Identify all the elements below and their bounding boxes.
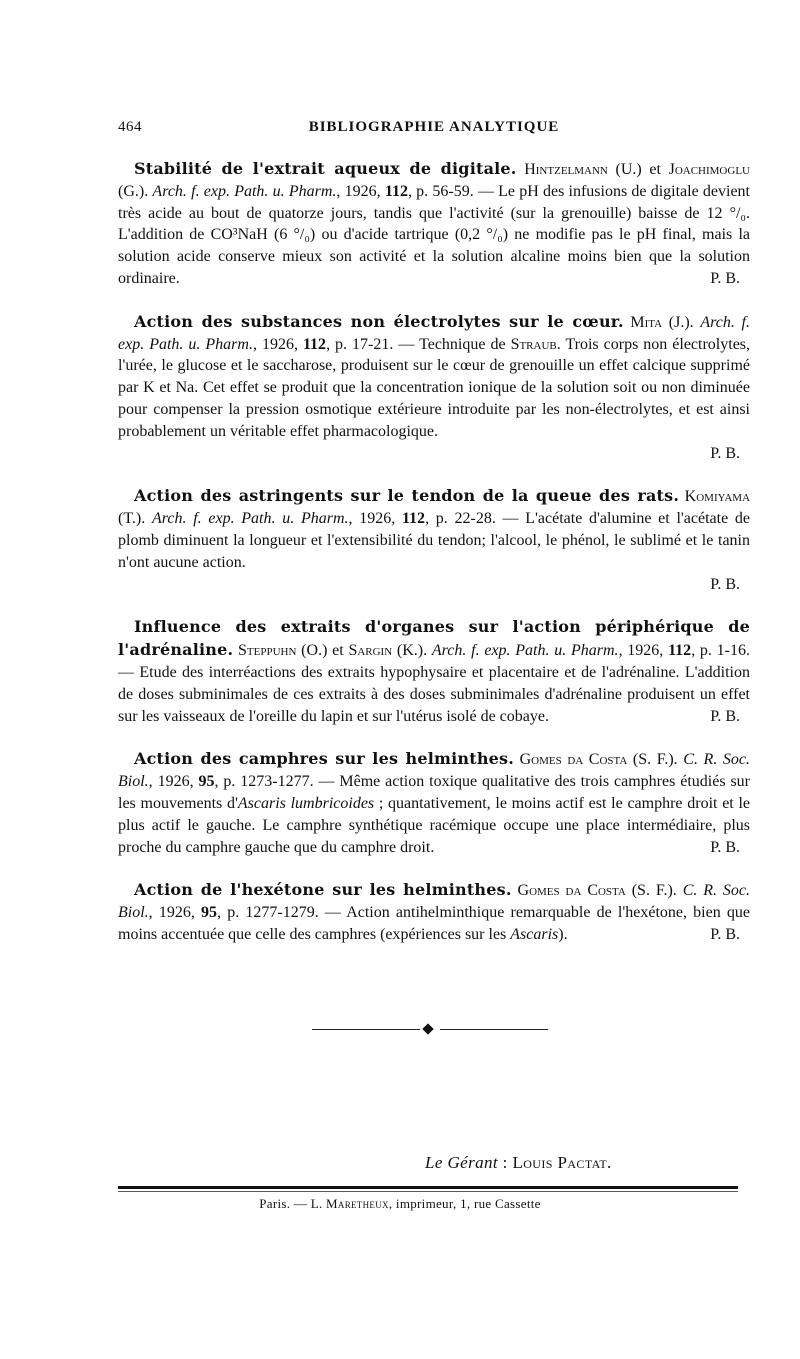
journal: Arch. f. exp. Path. u. Pharm. <box>152 182 337 200</box>
signature: P. B. <box>710 707 740 725</box>
bibliography-entry: Action des camphres sur les helminthes. Gomes da Costa (S. F.). C. R. Soc. Biol., 1926, 95, p. 1273-1277. — Même action toxique qualitative des trois camphres étudiés sur les mouvements d'Ascaris lumbricoides ; quantativement, le moins actif est le camphre droit et le plus actif le gauche. Le camphre synthétique racémique occupe une place intermédiaire, plus proche du camphre gauche que du camphre droit. P. B. <box>118 748 750 858</box>
author: Komiyama <box>684 488 751 506</box>
journal: C. R. Soc. Biol. <box>118 882 751 922</box>
author: Steppuhn <box>238 642 297 660</box>
ornament-line-left <box>312 1029 420 1030</box>
entry-title: Action des astringents sur le tendon de la queue des rats. <box>134 486 680 506</box>
species-name: Ascaris <box>510 925 559 943</box>
bibliography-entry: Stabilité de l'extrait aqueux de digitale. Hintzelmann (U.) et Joachimoglu (G.). Arch. f. exp. Path. u. Pharm., 1926, 112, p. 56-59. — Le pH des infusions de digitale devient très acide au bout de quatorze jours, tandis que l'activité (sur la grenouille) baisse de 12 °/₀. L'addition de CO³NaH (6 °/₀) ou d'acide tartrique (0,2 °/₀) ne modifie pas le pH final, mais la solution acide conserve mieux son activité et la solution alcaline moins bien que la solution ordinaire. P. B. <box>118 158 750 290</box>
author: Gomes da Costa <box>519 751 628 769</box>
journal: Arch. f. exp. Path. u. Pharm. <box>431 642 619 660</box>
section-ornament <box>312 1025 548 1035</box>
author: Mita <box>630 313 663 331</box>
signature: P. B. <box>710 925 740 943</box>
abstract-text: — Le pH des infusions de digitale devient très acide au bout de quatorze jours, tandis que l'activité (sur la grenouille) baisse de 12 °/₀. L'addition de CO³NaH (6 °/₀) ou d'acide tartrique (0,2 °/₀) ne modifie pas le pH final, mais la solution acide conserve mieux son activité et la solution alcaline moins bien que la solution ordinaire. <box>118 182 750 287</box>
volume: 95 <box>198 773 215 791</box>
volume: 112 <box>302 335 327 353</box>
running-title: BIBLIOGRAPHIE ANALYTIQUE <box>308 119 560 135</box>
author: Joachimoglu <box>668 161 750 178</box>
signature: P. B. <box>710 838 740 856</box>
page-number: 464 <box>118 119 142 135</box>
running-header <box>118 119 750 141</box>
entry-title: Action des substances non électrolytes sur le cœur. <box>134 311 624 331</box>
signature: P. B. <box>710 269 740 287</box>
bibliography-entry: Action de l'hexétone sur les helminthes. Gomes da Costa (S. F.). C. R. Soc. Biol., 1926, 95, p. 1277-1279. — Action antihelminthique remarquable de l'hexétone, bien que moins accentuée que celle des camphres (expériences sur les Ascaris). P. B. <box>118 879 750 945</box>
footer-rule <box>118 1186 738 1189</box>
entry-title: Action des camphres sur les helminthes. <box>134 749 515 769</box>
ornament-line-right <box>440 1029 548 1030</box>
signature: P. B. <box>710 575 740 593</box>
entry-title: Stabilité de l'extrait aqueux de digitale. <box>134 159 517 178</box>
author: Gomes da Costa <box>517 882 626 900</box>
entry-title: Influence des extraits d'organes sur l'action périphérique de l'adrénaline. <box>118 617 750 660</box>
author: Sargin <box>348 642 393 660</box>
bibliography-entry: Influence des extraits d'organes sur l'action périphérique de l'adrénaline. Steppuhn (O.) et Sargin (K.). Arch. f. exp. Path. u. Pharm., 1926, 112, p. 1-16. — Etude des interréactions des extraits hypophysaire et placentaire et de l'adrénaline. L'addition de doses subminimales de ces extraits à des doses subminimales d'adrénaline produisent un effet sur les vaisseaux de l'oreille du lapin et sur l'utérus isolé de cobaye. P. B. <box>118 616 750 727</box>
abstract-text: . Trois corps non électrolytes, l'urée, le glucose et le saccharose, produisent sur le cœur de grenouille un effet calcique supprimé par K et Na. Cet effet se produit que la concentration ionique de la solution soit ou non diminuée pour compenser la pression osmotique extérieure introduite par les non-électrolytes, et est ainsi probablement un véritable effet pharmacologique. <box>118 335 751 440</box>
gerant-name: Louis Pactat. <box>512 1153 612 1172</box>
volume: 112 <box>384 182 408 200</box>
diamond-icon <box>422 1023 433 1034</box>
abstract-text: ; quantativement, le moins actif est le camphre droit et le plus actif le gauche. Le camphre synthétique racémique occupe une place intermédiaire, plus proche du camphre gauche que du camphre droit. <box>118 794 751 856</box>
entry-title: Action de l'hexétone sur les helminthes. <box>134 880 512 900</box>
author: Straub <box>510 335 557 353</box>
journal: C. R. Soc. Biol. <box>118 751 751 791</box>
printer-imprint: Paris. — L. Maretheux, imprimeur, 1, rue Cassette <box>259 1196 541 1211</box>
journal: Arch. f. exp. Path. u. Pharm. <box>118 313 751 353</box>
main-content <box>118 158 750 967</box>
bibliography-entry: Action des substances non électrolytes sur le cœur. Mita (J.). Arch. f. exp. Path. u. Pharm., 1926, 112, p. 17-21. — Technique de Straub. Trois corps non électrolytes, l'urée, le glucose et le saccharose, produisent sur le cœur de grenouille un effet calcique supprimé par K et Na. Cet effet se produit que la concentration ionique de la solution soit ou non diminuée pour compenser la pression osmotique extérieure introduite par les non-électrolytes, et est ainsi probablement un véritable effet pharmacologique. P. B. <box>118 311 750 465</box>
volume: 95 <box>201 904 218 922</box>
abstract-text: — Etude des interréactions des extraits hypophysaire et placentaire et de l'adrénaline. L'addition de doses subminimales de ces extraits à des doses subminimales d'adrénaline produisent un effet sur les vaisseaux de l'oreille du lapin et sur l'utérus isolé de cobaye. <box>118 663 750 725</box>
gerant-line: Le Gérant : Louis Pactat. <box>425 1153 612 1172</box>
author: Hintzelmann <box>524 161 608 178</box>
printer-name: Maretheux <box>326 1196 389 1211</box>
signature: P. B. <box>710 444 740 462</box>
abstract-text: ). <box>558 925 568 943</box>
journal: Arch. f. exp. Path. u. Pharm. <box>151 510 349 528</box>
volume: 112 <box>668 642 692 660</box>
abstract-text: — L'acétate d'alumine et l'acétate de plomb diminuent la longueur et l'extensibilité du tendon; l'alcool, le phénol, le sublimé et le tanin n'ont aucune action. <box>118 510 750 571</box>
species-name: Ascaris lumbricoides <box>237 794 375 812</box>
gerant-label: Le Gérant <box>425 1153 499 1172</box>
footer-rule-thin <box>118 1191 738 1192</box>
volume: 112 <box>401 510 426 528</box>
bibliography-entry: Action des astringents sur le tendon de la queue des rats. Komiyama (T.). Arch. f. exp. Path. u. Pharm., 1926, 112, p. 22-28. — L'acétate d'alumine et l'acétate de plomb diminuent la longueur et l'extensibilité du tendon; l'alcool, le phénol, le sublimé et le tanin n'ont aucune action. P. B. <box>118 485 750 595</box>
